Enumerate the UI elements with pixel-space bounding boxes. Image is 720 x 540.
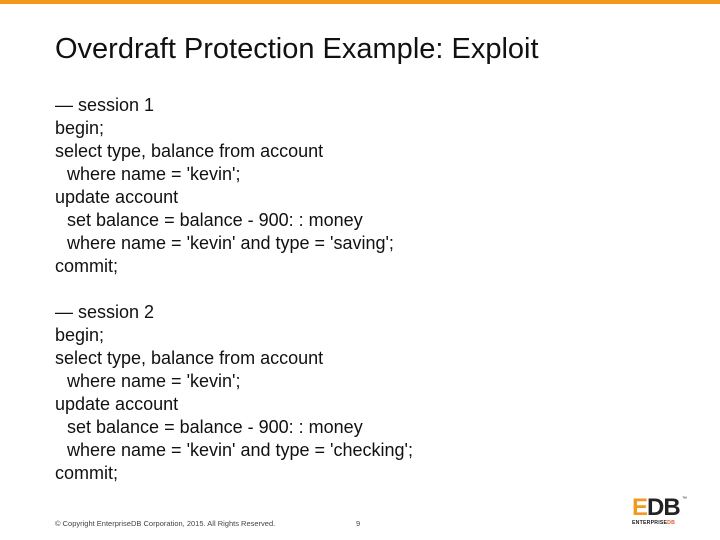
sql-code-block — [55, 94, 413, 485]
code-line-session1-begin: begin; — [55, 118, 105, 138]
logo-mark-e: E — [632, 494, 648, 521]
code-line-session1-where: where name = 'kevin'; — [67, 164, 241, 184]
code-line-session2-select: select type, balance from account — [55, 348, 324, 368]
code-gap — [55, 278, 413, 301]
code-line-session2-commit: commit; — [55, 463, 118, 483]
code-line-session1-set: set balance = balance - 900: : money — [67, 210, 363, 230]
code-line-session1-update: update account — [55, 187, 179, 207]
page-number: 9 — [356, 519, 361, 528]
top-accent-bar — [0, 0, 720, 4]
slide-title: Overdraft Protection Example: Exploit — [55, 33, 539, 65]
code-line-session2-begin: begin; — [55, 325, 105, 345]
code-line-session2-where: where name = 'kevin'; — [67, 371, 241, 391]
logo-trademark: ™ — [682, 496, 687, 502]
code-line-session2-where-type: where name = 'kevin' and type = 'checking'; — [67, 440, 413, 460]
code-line-session1-select: select type, balance from account — [55, 141, 324, 161]
code-line-session2-comment: — session 2 — [55, 302, 155, 322]
code-line-session1-comment: — session 1 — [55, 95, 155, 115]
logo-mark — [632, 496, 688, 520]
code-line-session1-commit: commit; — [55, 256, 118, 276]
code-line-session2-update: update account — [55, 394, 179, 414]
code-line-session2-set: set balance = balance - 900: : money — [67, 417, 363, 437]
logo-subtitle — [632, 520, 688, 527]
footer-copyright: © Copyright EnterpriseDB Corporation, 2015. All Rights Reserved. — [55, 519, 276, 528]
enterprisedb-logo — [632, 496, 688, 530]
code-line-session1-where-type: where name = 'kevin' and type = 'saving'; — [67, 233, 394, 253]
logo-mark-db: DB — [647, 494, 680, 521]
logo-subtitle-main: ENTERPRISE — [632, 520, 668, 526]
logo-subtitle-accent: DB — [667, 520, 676, 526]
